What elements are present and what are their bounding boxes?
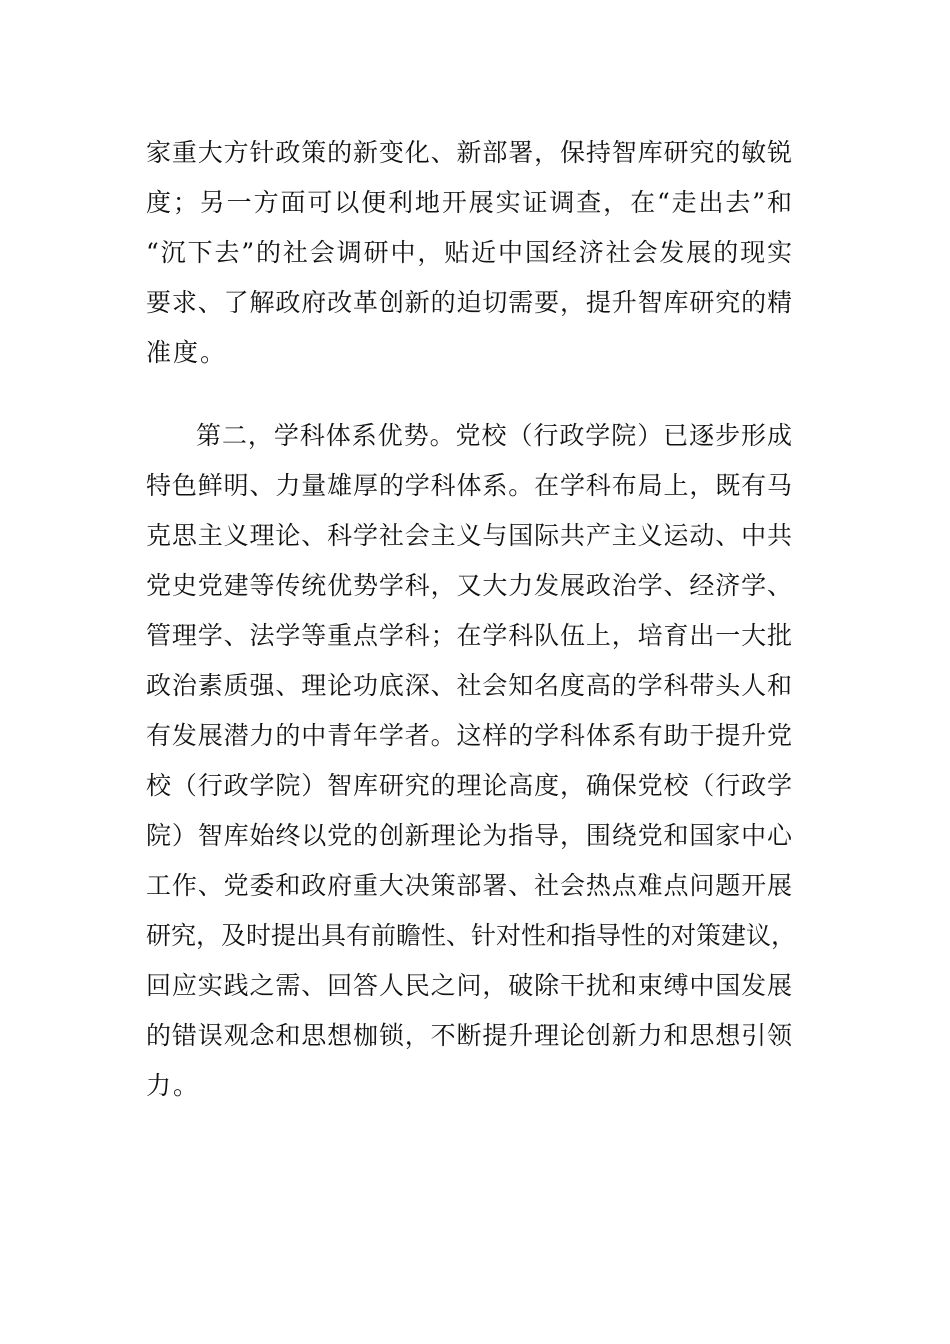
- paragraph-2-line-4: 党史党建等传统优势学科，又大力发展政治学、经济学、: [146, 571, 792, 600]
- paragraph-1-line-1: 家重大方针政策的新变化、新部署，保持智库研究的敏锐: [146, 138, 792, 167]
- paragraph-1-line-2: 度；另一方面可以便利地开展实证调查，在“走出去”和: [146, 188, 792, 217]
- paragraph-2-line-8: 校（行政学院）智库研究的理论高度，确保党校（行政学: [146, 771, 792, 800]
- paragraph-1-line-5: 准度。: [146, 338, 228, 367]
- paragraph-2-line-1: 第二，学科体系优势。党校（行政学院）已逐步形成: [196, 421, 792, 450]
- paragraph-2-line-3: 克思主义理论、科学社会主义与国际共产主义运动、中共: [146, 521, 792, 550]
- paragraph-2-line-10: 工作、党委和政府重大决策部署、社会热点难点问题开展: [146, 871, 792, 900]
- paragraph-2-line-5: 管理学、法学等重点学科；在学科队伍上，培育出一大批: [146, 621, 792, 650]
- paragraph-2-line-11: 研究，及时提出具有前瞻性、针对性和指导性的对策建议，: [146, 921, 797, 950]
- paragraph-2-line-2: 特色鲜明、力量雄厚的学科体系。在学科布局上，既有马: [146, 471, 792, 500]
- paragraph-2-line-14: 力。: [146, 1071, 201, 1100]
- paragraph-1-line-3: “沉下去”的社会调研中，贴近中国经济社会发展的现实: [146, 238, 792, 267]
- paragraph-1-line-4: 要求、了解政府改革创新的迫切需要，提升智库研究的精: [146, 288, 792, 317]
- paragraph-2-line-9: 院）智库始终以党的创新理论为指导，围绕党和国家中心: [146, 821, 792, 850]
- paragraph-2-line-12: 回应实践之需、回答人民之问，破除干扰和束缚中国发展: [146, 971, 792, 1000]
- paragraph-2-line-7: 有发展潜力的中青年学者。这样的学科体系有助于提升党: [146, 721, 792, 750]
- paragraph-2-line-6: 政治素质强、理论功底深、社会知名度高的学科带头人和: [146, 671, 792, 700]
- paragraph-2-line-13: 的错误观念和思想枷锁，不断提升理论创新力和思想引领: [146, 1021, 792, 1050]
